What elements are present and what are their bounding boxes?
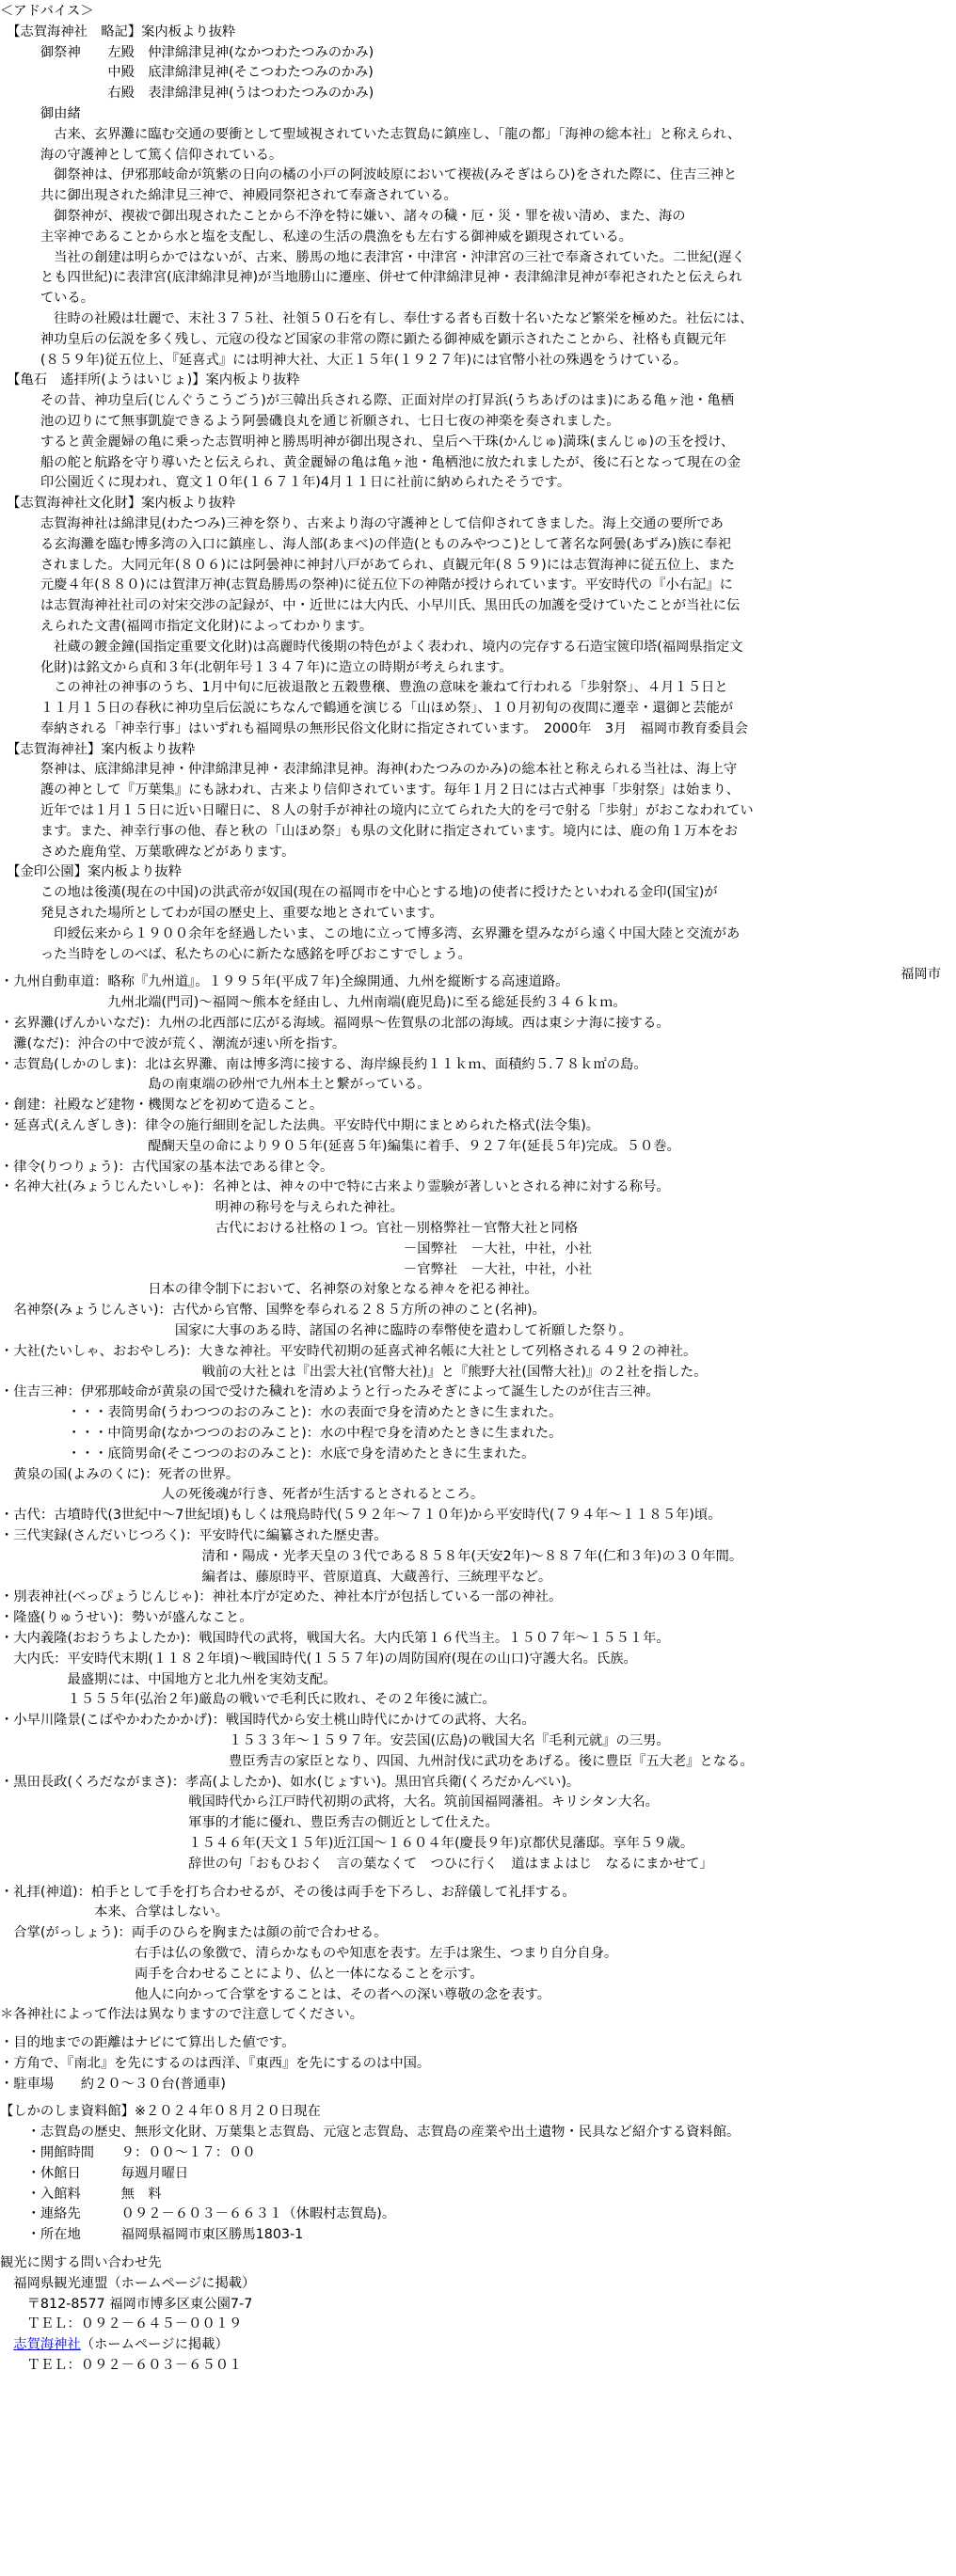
text-line: 右殿 表津綿津見神(うはつわたつみのかみ) (0, 86, 374, 102)
etiquette-line: 合掌(がっしょう)：両手のひらを胸または顔の前で合わせる。 (0, 1925, 388, 1941)
glossary-line: 戦国時代から江戸時代初期の武将，大名。筑前国福岡藩祖。キリシタン大名。 (0, 1794, 659, 1810)
text-line: その昔、神功皇后(じんぐうこうごう)が三韓出兵される際、正面対岸の打昇浜(うちあげのはま)にある亀ヶ池・亀栖 (0, 393, 735, 409)
etiquette-line: 他人に向かって合掌をすることは、その者への深い尊敬の念を表す。 (0, 1986, 551, 2002)
glossary-line: ・延喜式(えんぎしき)：律令の施行細則を記した法典。平安時代中期にまとめられた格式(法令集)。 (0, 1118, 600, 1134)
text-line: 共に御出現された綿津見三神で、神殿同祭祀されて奉斎されている。 (0, 188, 457, 204)
glossary-line: 灘(なだ)：沖合の中で波が荒く、潮流が速い所を指す。 (0, 1035, 346, 1051)
glossary-line: 九州北端(門司)～福岡～熊本を経由し、九州南端(鹿児島)に至る総延長約３４６ｋｍ。 (0, 995, 627, 1011)
text-line: ＜アドバイス＞ (0, 4, 94, 19)
text-line: １１月１５日の春秋に神功皇后伝説にちなんで鶴通を演じる「山ほめ祭」、１０月初旬の夜間に遷幸・還御と芸能が (0, 701, 734, 717)
glossary-line: 軍事的才能に優れ、豊臣秀吉の側近として仕えた。 (0, 1815, 499, 1831)
glossary-line: 最盛期には、中国地方と北九州を実効支配。 (0, 1671, 337, 1687)
museum-info-row: ・入館料 無 料 (0, 2186, 162, 2202)
glossary-line: 島の南東端の砂州で九州本土と繋がっている。 (0, 1077, 431, 1093)
text-line: 池の辺りにて無事凱旋できるよう阿曇磯良丸を通じ祈願され、七日七夜の神楽を奏されました。 (0, 413, 620, 429)
museum-heading: 【しかのしま資料館】※２０２４年０８月２０日現在 (0, 2104, 321, 2120)
glossary-line: ・名神大社(みょうじんたいしゃ)：名神とは、神々の中で特に古来より霊験が著しいとされる神に対する称号。 (0, 1179, 670, 1195)
text-line: 主宰神であることから水と塩を支配し、私達の生活の農漁をも左右する御神威を顕現されている。 (0, 229, 632, 245)
text-line: は志賀海神社社司の対宋交渉の記録が、中・近世には大内氏、小早川氏、黒田氏の加護を受けていたことが当社に伝 (0, 598, 741, 614)
glossary-line: ・・・中筒男命(なかつつのおのみこと)：水の中程で身を清めたときに生まれた。 (0, 1425, 563, 1441)
text-line: 近年では１月１５日に近い日曜日に、８人の射手が神社の境内に立てられた大的を弓で射る「歩射」がおこなわれてい (0, 803, 754, 819)
text-line: 社蔵の鍍金鐘(国指定重要文化財)は高麗時代後期の特色がよく表われ、境内の完存する石造宝篋印塔(福岡県指定文 (0, 639, 743, 655)
text-line: った当時をしのべば、私たちの心に新たな感銘を呼びおこすでしょう。 (0, 946, 471, 962)
glossary-line: １５３３年～１５９７年。安芸国(広島)の戦国大名『毛利元就』の三男。 (0, 1732, 670, 1748)
travel-note-line: ・目的地までの距離はナビにて算出した値です。 (0, 2035, 295, 2051)
text-line: とも四世紀)に表津宮(底津綿津見神)が当地勝山に遷座、併せて仲津綿津見神・表津綿津見神が奉祀されたと伝えられ (0, 270, 742, 286)
text-line: 当社の創建は明らかではないが、古来、勝馬の地に表津宮・中津宮・沖津宮の三社で奉斎されていた。二世紀(遅く (0, 249, 745, 265)
contact-org-shikaumi (0, 2335, 956, 2356)
museum-info-row: ・所在地 福岡県福岡市東区勝馬1803-1 (0, 2227, 304, 2243)
glossary-line: 豊臣秀吉の家臣となり、四国、九州討伐に武功をあげる。後に豊臣『五大老』となる。 (0, 1753, 754, 1769)
contact-heading: 観光に関する問い合わせ先 (0, 2255, 162, 2271)
text-line: この地は後漢(現在の中国)の洪武帝が奴国(現在の福岡市を中心とする地)の使者に授けたといわれる金印(国宝)が (0, 885, 718, 901)
glossary-line: ・志賀島(しかのしま)：北は玄界灘、南は博多湾に接する、海岸線長約１１ｋｍ、面積約５.７８ｋ㎡の島。 (0, 1056, 647, 1072)
contact-org-fukuoka: 福岡県観光連盟（ホームページに掲載） (0, 2275, 256, 2291)
glossary-line: ・玄界灘(げんかいなだ)：九州の北西部に広がる海域。福岡県～佐賀県の北部の海域。西は東シナ海に接する。 (0, 1016, 670, 1032)
glossary-section (0, 972, 956, 1874)
glossary-line: ・住吉三神：伊邪那岐命が黄泉の国で受けた穢れを清めようと行ったみそぎによって誕生したのが住吉三神。 (0, 1384, 660, 1400)
glossary-line: 日本の律令制下において、名神祭の対象となる神々を祀る神社。 (0, 1282, 538, 1298)
text-line: 印綬伝来から１９００余年を経過したいま、この地に立って博多湾、玄界灘を望みながら遠く中国大陸と交流があ (0, 925, 741, 941)
text-line: 祭神は、底津綿津見神・仲津綿津見神・表津綿津見神。海神(わたつみのかみ)の総本社と称えられる当社は、海上守 (0, 762, 738, 778)
glossary-line: 醍醐天皇の命により９０５年(延喜５年)編集に着手、９２７年(延長５年)完成。５０巻。 (0, 1138, 680, 1154)
glossary-line: ・大社(たいしゃ、おおやしろ)：大きな神社。平安時代初期の延喜式神名帳に大社として列格される４９２の神社。 (0, 1343, 697, 1359)
glossary-line: 辞世の句「おもひおく 言の葉なくて つひに行く 道はまよはじ なるにまかせて」 (0, 1856, 713, 1872)
glossary-line: １５５５年(弘治２年)厳島の戦いで毛利氏に敗れ、その２年後に滅亡。 (0, 1692, 496, 1708)
etiquette-line: 両手を合わせることにより、仏と一体になることを示す。 (0, 1966, 484, 1982)
text-line: 【志賀海神社 略記】案内板より抜粋 (0, 24, 236, 40)
text-line: 御祭神は、伊邪那岐命が筑紫の日向の橘の小戸の阿波岐原において禊祓(みそぎはらひ)をされた際に、住吉三神と (0, 167, 738, 183)
travel-note-line: ・方角で、『南北』を先にするのは西洋、『東西』を先にするのは中国。 (0, 2055, 431, 2071)
text-line: ます。また、神幸行事の他、春と秋の「山ほめ祭」も県の文化財に指定されています。境内には、鹿の角１万本をお (0, 823, 739, 839)
text-line: さめた鹿角堂、万葉歌碑などがあります。 (0, 844, 295, 860)
glossary-line: ・・・表筒男命(うわつつのおのみこと)：水の表面で身を清めたときに生まれた。 (0, 1405, 563, 1421)
text-line: 【金印公園】案内板より抜粋 (0, 864, 183, 880)
contact-address-fukuoka: 〒812-8577 福岡市博多区東公園7-7 (0, 2296, 253, 2312)
glossary-line: ・黒田長政(くろだながまさ)：孝高(よしたか)、如水(じょすい)。黒田官兵衛(くろだかんべい)。 (0, 1774, 581, 1790)
text-line: 護の神として『万葉集』にも詠われ、古来より信仰されています。毎年１月２日には古式神事「歩射祭」は始まり、 (0, 782, 741, 798)
glossary-line: ・別表神社(べっぴょうじんじゃ)：神社本庁が定めた、神社本庁が包括している一部の神社。 (0, 1589, 563, 1605)
text-line: 元慶４年(８８０)には賀津万神(志賀島勝馬の祭神)に従五位下の神階が授けられています。平安時代の『小右記』に (0, 577, 733, 593)
glossary-line: －国弊社 －大社，中社，小社 (0, 1241, 593, 1256)
glossary-line: ・・・底筒男命(そこつつのおのみこと)：水底で身を清めたときに生まれた。 (0, 1446, 535, 1462)
contact-section (0, 2253, 956, 2377)
text-line: 中殿 底津綿津見神(そこつわたつみのかみ) (0, 65, 374, 81)
text-line: 発見された場所としてわが国の歴史上、重要な地とされています。 (0, 906, 443, 922)
glossary-line: ・創建：社殿など建物・機関などを初めて造ること。 (0, 1098, 324, 1114)
glossary-line: 大内氏：平安時代末期(１１８２年頃)～戦国時代(１５５７年)の周防国府(現在の山口)守護大名。氏族。 (0, 1651, 637, 1667)
text-line: ている。 (0, 291, 95, 307)
contact-tel-fukuoka: ＴＥＬ：０９２－６４５－００１９ (0, 2316, 243, 2332)
text-line: 神功皇后の伝説を多く残し、元寇の役など国家の非常の際に顕たる御神威を顕示されたことから、社格も貞観元年 (0, 331, 727, 347)
glossary-line: ・小早川隆景(こばやかわたかかげ)：戦国時代から安土桃山時代にかけての武将、大名。 (0, 1713, 535, 1729)
text-line: 往時の社殿は壮麗で、末社３７５社、社領５０石を有し、奉仕する者も百数十名いたなど繁栄を極めた。社伝には、 (0, 310, 754, 326)
glossary-line: 戦前の大社とは『出雲大社(官幣大社)』と『熊野大社(国幣大社)』の２社を指した。 (0, 1364, 708, 1380)
travel-note-line: ・駐車場 約２０～３０台(普通車) (0, 2076, 226, 2092)
glossary-line: １５４６年(天文１５年)近江国～１６０４年(慶長９年)京都伏見藩邸。享年５９歳。 (0, 1835, 694, 1851)
text-line: されました。大同元年(８０６)には阿曇神に神封八戸があてられ、貞観元年(８５９)には志賀海神に従五位上、また (0, 557, 735, 573)
glossary-line: 人の死後魂が行き、死者が生活するとされるところ。 (0, 1487, 485, 1503)
text-line: 奉納される「神幸行事」はいずれも福岡県の無形民俗文化財に指定されています。 2000年 3月 福岡市教育委員会 (0, 720, 748, 736)
text-line: 【志賀海神社】案内板より抜粋 (0, 741, 196, 757)
shikaumi-shrine-link[interactable]: 志賀海神社 (13, 2337, 81, 2353)
glossary-line: 国家に大事のある時、諸国の名神に臨時の奉幣使を遣わして祈願した祭り。 (0, 1323, 632, 1338)
glossary-line: 名神祭(みょうじんさい)：古代から官幣、国弊を奉られる２８５方所の神のこと(名神)。 (0, 1303, 546, 1319)
travel-notes-section (0, 2033, 956, 2094)
contact-tel-shikaumi: ＴＥＬ：０９２－６０３－６５０１ (0, 2358, 243, 2374)
etiquette-line: 右手は仏の象徴で、清らかなものや知恵を表す。左手は衆生、つまり自分自身。 (0, 1945, 618, 1961)
etiquette-section (0, 1883, 956, 2027)
text-line: 【亀石 遙拝所(ようはいじょ)】案内板より抜粋 (0, 372, 300, 388)
museum-description: ・志賀島の歴史、無形文化財、万葉集と志賀島、元寇と志賀島、志賀島の産業や出土遺物・民具など紹介する資料館。 (0, 2125, 741, 2141)
glossary-line: ・隆盛(りゅうせい)：勢いが盛んなこと。 (0, 1610, 253, 1626)
glossary-line: 古代における社格の１つ。官社－別格弊社－官幣大社と同格 (0, 1221, 579, 1237)
text-line: (８５９年)従五位上、『延喜式』には明神大社、大正１５年(１９２７年)には官幣小社の殊遇をうけている。 (0, 352, 687, 368)
text-line: 御祭神が、禊祓で御出現されたことから不浄を特に嫌い、諸々の穢・厄・災・罪を祓い清め、また、海の (0, 208, 686, 224)
museum-section (0, 2102, 956, 2246)
text-line: 【志賀海神社文化財】案内板より抜粋 (0, 496, 236, 512)
museum-info-row: ・連絡先 ０９２－６０３－６６３１（休暇村志賀島)。 (0, 2206, 396, 2222)
text-line: えられた文書(福岡市指定文化財)によってわかります。 (0, 618, 374, 634)
text-line: 志賀海神社は綿津見(わたつみ)三神を祭り、古来より海の守護神として信仰されてきました。海上交通の要所であ (0, 515, 724, 531)
glossary-line: －官弊社 －大社，中社，小社 (0, 1261, 593, 1277)
glossary-line: 黄泉の国(よみのくに)：死者の世界。 (0, 1466, 240, 1482)
text-line: この神社の神事のうち、1月中旬に厄祓退散と五穀豊穣、豊漁の意味を兼ねて行われる「歩射祭」、４月１５日と (0, 680, 728, 696)
glossary-line: ・大内義隆(おおうちよしたか)：戦国時代の武将，戦国大名。大内氏第１６代当主。１５０７年～１５５１年。 (0, 1630, 670, 1646)
text-line: 御由緒 (0, 105, 81, 121)
glossary-line: 編者は、藤原時平、菅原道真、大蔵善行、三統理平など。 (0, 1569, 552, 1585)
text-line: る玄海灘を臨む博多湾の入口に鎮座し、海人部(あまべ)の伴造(とものみやつこ)として著名な阿曇(あずみ)族に奉祀 (0, 536, 731, 552)
glossary-line: ・律令(りつりょう)：古代国家の基本法である律と令。 (0, 1159, 334, 1175)
text-line: 古来、玄界灘に臨む交通の要衝として聖域視されていた志賀島に鎮座し、「龍の都」「海神の総本社」と称えられ、 (0, 126, 741, 142)
glossary-line: ・三代実録(さんだいじつろく)：平安時代に編纂された歴史書。 (0, 1527, 388, 1543)
glossary-line: ・九州自動車道：略称『九州道』。１９９５年(平成７年)全線開通、九州を縦断する高速道路。 (0, 974, 569, 990)
etiquette-line: 本来、合掌はしない。 (0, 1904, 230, 1920)
kinin-signature: 福岡市 (900, 967, 941, 983)
glossary-line: ・古代：古墳時代(3世紀中～7世紀頃)もしくは飛鳥時代(５９２年～７１０年)から平安時代(７９４年～１１８５年)頃。 (0, 1508, 722, 1524)
text-line: 化財)は銘文から貞和３年(北朝年号１３４７年)に造立の時期が考えられます。 (0, 659, 513, 675)
etiquette-line: ＊各神社によって作法は異なりますので注意してください。 (0, 2007, 364, 2023)
shrine-guide-section (0, 2, 956, 965)
etiquette-line: ・礼拝(神道)：柏手として手を打ち合わせるが、その後は両手を下ろし、お辞儀して礼拝する。 (0, 1884, 576, 1900)
text-line: 印公園近くに現われ、寛文１０年(１６７１年)4月１１日に社前に納められたそうです。 (0, 475, 571, 491)
contact-org-shikaumi-note: （ホームページに掲載） (80, 2337, 229, 2353)
text-line: 海の守護神として篤く信仰されている。 (0, 147, 283, 163)
text-line: 御祭神 左殿 仲津綿津見神(なかつわたつみのかみ) (0, 44, 374, 60)
glossary-line: 清和・陽成・光孝天皇の３代である８５８年(天安2年)～８８７年(仁和３年)の３０年間。 (0, 1548, 743, 1564)
museum-info-row: ・休館日 毎週月曜日 (0, 2165, 189, 2181)
glossary-line: 明神の称号を与えられた神社。 (0, 1200, 404, 1216)
text-line: 船の舵と航路を守り導いたと伝えられ、黄金麗婦の亀は亀ヶ池・亀栖池に放たれましたが、後に石となって現在の金 (0, 454, 741, 470)
text-line: すると黄金麗婦の亀に乗った志賀明神と勝馬明神が御出現され、皇后へ干珠(かんじゅ)満珠(まんじゅ)の玉を授け、 (0, 434, 735, 450)
museum-info-row: ・開館時間 ９：００～１７：００ (0, 2145, 256, 2161)
